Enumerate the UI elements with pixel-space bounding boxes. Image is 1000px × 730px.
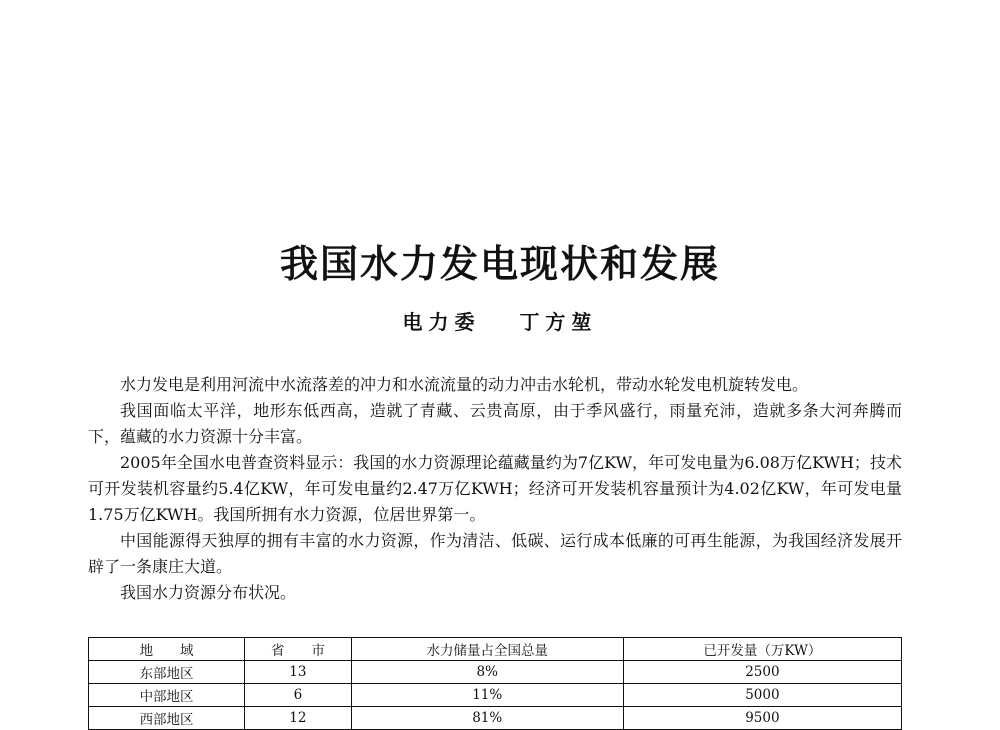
paragraph: 我国水力资源分布状况。: [120, 583, 297, 602]
cell-developed-capacity: 2500: [623, 661, 901, 684]
table-row: [89, 684, 902, 707]
paragraph: 2005年全国水电普查资料显示：我国的水力资源理论蕴藏量约为7亿KW，年可发电量为6.08万亿KWH；技术可开发装机容量约5.4亿KW，年可发电量约2.47万亿KWH；经济可开发装机容量预计为4.02亿KW，年可发电量1.75万亿KWH。我国所拥有水力资源，位居世界第一。: [88, 453, 902, 524]
cell-region: 东部地区: [89, 661, 245, 684]
cell-provinces: 13: [245, 661, 352, 684]
article-body: [88, 372, 902, 606]
article-title: 我国水力发电现状和发展: [279, 242, 720, 286]
cell-developed-capacity: 5000: [623, 684, 901, 707]
table-row: [89, 661, 902, 684]
author-name: 丁方堃: [519, 310, 598, 334]
paragraph: 我国面临太平洋，地形东低西高，造就了青藏、云贵高原，由于季风盛行，雨量充沛，造就多条大河奔腾而下，蕴藏的水力资源十分丰富。: [88, 401, 902, 446]
resource-distribution-table: [88, 637, 902, 730]
column-header-developed-capacity: 已开发量（万KW）: [623, 638, 901, 661]
cell-provinces: 12: [245, 707, 352, 730]
column-header-provinces: 省 市: [245, 638, 352, 661]
table-header-row: [89, 638, 902, 661]
cell-reserve-share: 81%: [351, 707, 623, 730]
column-header-reserve-share: 水力储量占全国总量: [351, 638, 623, 661]
table-row: [89, 707, 902, 730]
cell-region: 中部地区: [89, 684, 245, 707]
paragraph: 中国能源得天独厚的拥有丰富的水力资源，作为清洁、低碳、运行成本低廉的可再生能源，为我国经济发展开辟了一条康庄大道。: [88, 531, 902, 576]
cell-reserve-share: 8%: [351, 661, 623, 684]
author-org: 电力委: [402, 310, 481, 334]
author-line: [0, 306, 1000, 335]
column-header-region: 地 域: [89, 638, 245, 661]
cell-provinces: 6: [245, 684, 352, 707]
cell-region: 西部地区: [89, 707, 245, 730]
paragraph: 水力发电是利用河流中水流落差的冲力和水流流量的动力冲击水轮机，带动水轮发电机旋转发电。: [120, 375, 809, 394]
cell-developed-capacity: 9500: [623, 707, 901, 730]
cell-reserve-share: 11%: [351, 684, 623, 707]
